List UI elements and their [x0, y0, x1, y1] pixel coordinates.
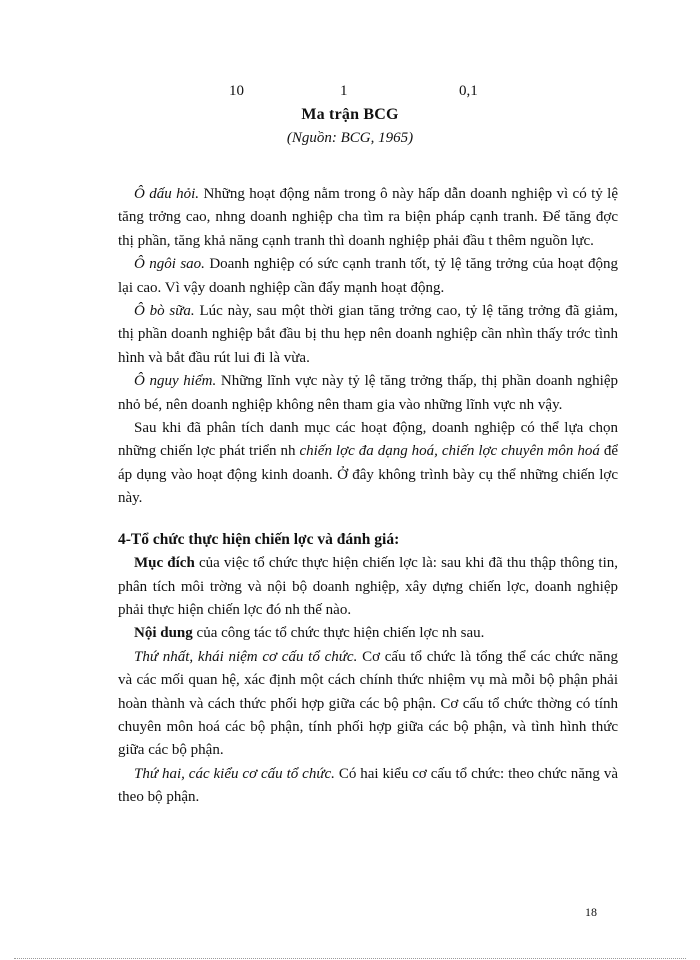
paragraph-dog — [118, 370, 618, 417]
paragraph-strategy-choice — [118, 417, 618, 511]
figure-source: (Nguồn: BCG, 1965) — [286, 130, 414, 146]
content-label: Nội dung — [134, 625, 193, 642]
paragraph-first — [118, 646, 618, 763]
figure-title: Ma trận BCG — [301, 106, 399, 123]
strategy-examples: chiến lợc đa dạng hoá, chiến lợc chuyên môn hoá — [299, 443, 600, 460]
term-question-mark: Ô dấu hỏi. — [134, 186, 200, 202]
paragraph-purpose — [118, 552, 618, 622]
section-heading: 4-Tổ chức thực hiện chiến lợc và đánh giá: — [118, 530, 400, 548]
term-star: Ô ngôi sao. — [134, 256, 205, 273]
paragraph-text: của việc tổ chức thực hiện chiến lợc là: sau khi đã thu thập thông tin, phân tích môi trờng và nội bộ doanh nghiệp, xây dựng chiến lợc, doanh nghiệp phải thực hiện chiến lợc đó nh thế nào. — [118, 555, 618, 618]
bcg-matrix-axis-labels — [0, 83, 700, 103]
paragraph-star — [118, 253, 618, 300]
term-dog: Ô nguy hiểm. — [134, 373, 217, 390]
paragraph-content — [118, 622, 618, 645]
paragraph-text: Lúc này, sau một thời gian tăng trởng cao, tỷ lệ tăng trởng đã giảm, thị phần doanh nghiệp bắt đầu bị thu hẹp nên doanh nghiệp cần nhìn thấy trớc tình hình và bắt đầu rút lui đi là vừa. — [118, 303, 618, 366]
term-second: Thứ hai, các kiểu cơ cấu tổ chức. — [134, 765, 335, 782]
page-number: 18 — [585, 905, 597, 919]
paragraph-text: để áp dụng vào hoạt động kinh doanh. Ở đây không trình bày cụ thể những chiến lợc này. — [118, 443, 618, 507]
paragraph-second — [118, 763, 618, 810]
axis-label-10: 10 — [229, 83, 244, 99]
term-cash-cow: Ô bò sữa. — [134, 303, 195, 320]
paragraph-text: Sau khi đã phân tích danh mục các hoạt động, doanh nghiệp có thể lựa chọn những chiến lợc phát triển nh — [118, 420, 618, 460]
axis-label-0-1: 0,1 — [459, 83, 478, 99]
paragraph-text: Doanh nghiệp có sức cạnh tranh tốt, tỷ lệ tăng trởng của hoạt động lại cao. Vì vậy doanh nghiệp cần đẩy mạnh hoạt động. — [118, 256, 618, 296]
purpose-label: Mục đích — [134, 555, 195, 572]
paragraph-text: Có hai kiểu cơ cấu tổ chức: theo chức năng và theo bộ phận. — [118, 765, 618, 806]
paragraph-text: Những hoạt động nằm trong ô này hấp dẫn doanh nghiệp vì có tỷ lệ tăng trởng cao, nhng doanh nghiệp cha tìm ra biện pháp cạnh tranh. Để tăng đợc thị phần, tăng khả năng cạnh tranh thì doanh nghiệp phải đầu t thêm nguồn lực. — [118, 186, 618, 249]
axis-label-1: 1 — [340, 83, 348, 99]
term-first: Thứ nhất, khái niệm cơ cấu tổ chức. — [134, 648, 358, 665]
paragraph-text: của công tác tổ chức thực hiện chiến lợc nh sau. — [192, 625, 485, 642]
footer-divider — [14, 958, 686, 959]
paragraph-cash-cow — [118, 300, 618, 370]
paragraph-question-mark — [118, 183, 618, 253]
body-text — [118, 183, 618, 810]
paragraph-text: Những lĩnh vực này tỷ lệ tăng trởng thấp, thị phần doanh nghiệp nhỏ bé, nên doanh nghiệp không nên tham gia vào những lĩnh vực nh vậy. — [118, 373, 618, 413]
paragraph-text: Cơ cấu tổ chức là tổng thể các chức năng và các mối quan hệ, xác định một cách chính thức nhiệm vụ mà mỗi bộ phận phải hoàn thành và cách thức phối hợp giữa các bộ phận. Cơ cấu tổ chức thờng có tính chuyên môn hoá các bộ phận, tính phối hợp giữa các bộ phận, và tình hình thức giữa các bộ phận. — [118, 648, 618, 759]
